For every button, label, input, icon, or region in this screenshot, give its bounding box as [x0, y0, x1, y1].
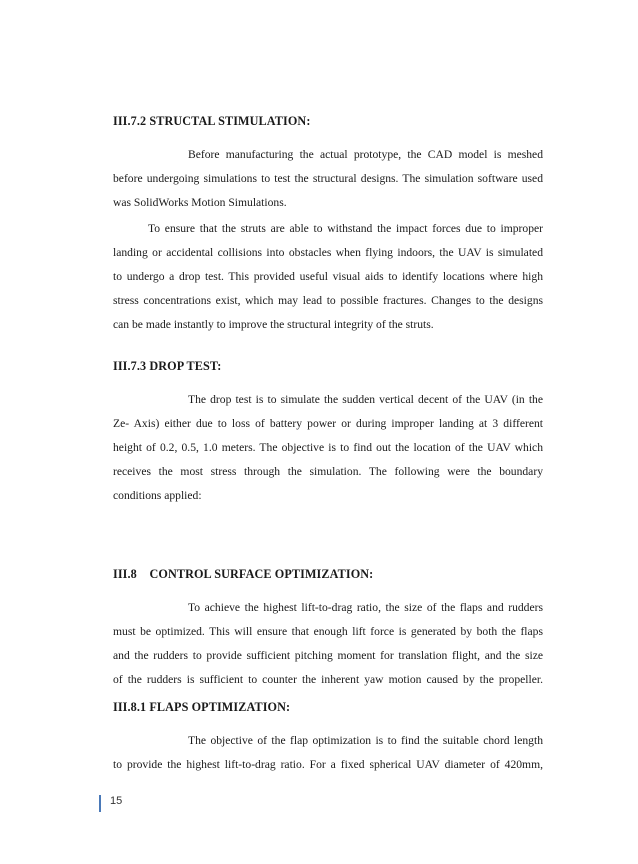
page-number: 15: [110, 795, 123, 807]
text-line: conditions applied:: [113, 489, 202, 502]
text-line: to provide the highest lift-to-drag ratio. For a fixed spherical UAV diameter of 420mm,: [113, 758, 543, 771]
text-line: stress concentrations exist, which may lead to possible fractures. Changes to the designs: [113, 294, 543, 307]
section-heading-drop-test: III.7.3 DROP TEST:: [113, 359, 222, 373]
paragraph: [113, 596, 543, 692]
text-line: Before manufacturing the actual prototype, the CAD model is meshed: [188, 148, 543, 161]
text-line: can be made instantly to improve the structural integrity of the struts.: [113, 318, 434, 331]
text-line: To achieve the highest lift-to-drag ratio, the size of the flaps and rudders: [188, 601, 543, 614]
paragraph: [113, 729, 543, 777]
text-line: before undergoing simulations to test the structural designs. The simulation software used: [113, 172, 543, 185]
text-line: Ze- Axis) either due to loss of battery power or during improper landing at 3 different: [113, 417, 543, 430]
text-line: of the rudders is sufficient to counter the inherent yaw motion caused by the propeller.: [113, 673, 543, 686]
text-line: The objective of the flap optimization is to find the suitable chord length: [188, 734, 543, 747]
section-heading-structal-stimulation: III.7.2 STRUCTAL STIMULATION:: [113, 114, 311, 128]
text-line: landing or accidental collisions into obstacles when flying indoors, the UAV is simulated: [113, 246, 543, 259]
text-line: to undergo a drop test. This provided useful visual aids to identify locations where high: [113, 270, 543, 283]
paragraph: [113, 388, 543, 508]
section-heading-flaps-optimization: III.8.1 FLAPS OPTIMIZATION:: [113, 700, 291, 714]
text-line: receives the most stress through the simulation. The following were the boundary: [113, 465, 543, 478]
text-line: To ensure that the struts are able to withstand the impact forces due to improper: [148, 222, 543, 235]
paragraph: [113, 143, 543, 215]
text-line: and the rudders to provide sufficient pitching moment for translation flight, and the size: [113, 649, 543, 662]
text-line: must be optimized. This will ensure that enough lift force is generated by both the flaps: [113, 625, 543, 638]
footer-accent-bar: [99, 795, 101, 812]
text-line: The drop test is to simulate the sudden vertical decent of the UAV (in the: [188, 393, 543, 406]
text-line: height of 0.2, 0.5, 1.0 meters. The objective is to find out the location of the UAV which: [113, 441, 543, 454]
section-heading-control-surface-optimization: III.8 CONTROL SURFACE OPTIMIZATION:: [113, 567, 374, 581]
paragraph: [113, 217, 543, 337]
text-line: was SolidWorks Motion Simulations.: [113, 196, 287, 209]
